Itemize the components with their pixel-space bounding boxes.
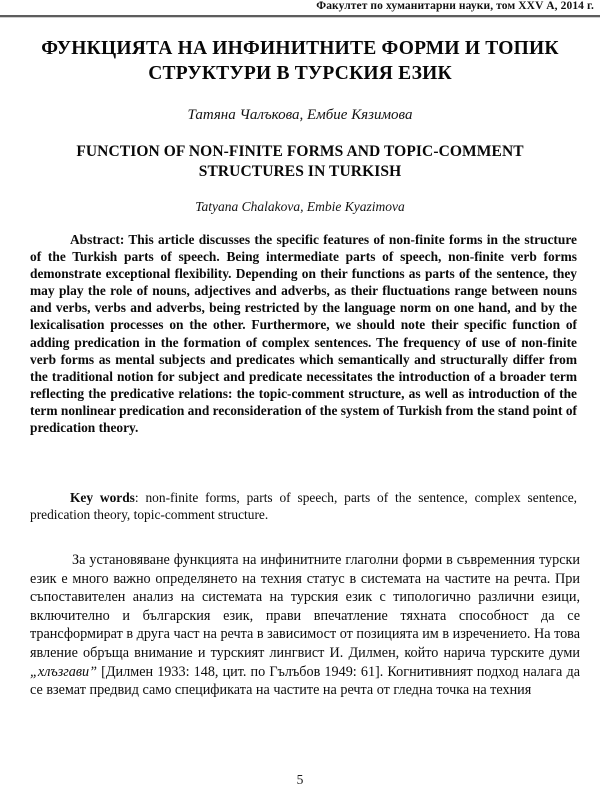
authors-english: Tatyana Chalakova, Embie Kyazimova (195, 199, 405, 214)
page-title-english: FUNCTION OF NON-FINITE FORMS AND TOPIC-COMMENT STRUCTURES IN TURKISH (76, 143, 524, 180)
header-rule (0, 15, 600, 18)
abstract-separator: : (119, 232, 129, 247)
page-number: 5 (296, 772, 304, 787)
abstract-text: This article discusses the specific features of non-finite forms in the structure of the Turkish parts of speech. Being intermediate parts of speech, non-finite verb forms demonstrate exceptional flexibility. Depending on their functions as parts of the sentence, they may play the role of nouns, adjectives and adverbs, as their fluctuations range between nouns and verbs, verbs and adverbs, being restricted by the language norm on one hand, and by the lexicalisation processes on the other. Furthermore, we should note their specific function of adding predication in the formation of complex sentences. The frequency of use of non-finite verb forms as mental subjects and predicates which semantically and structurally differ from the traditional notion for subject and predicate necessitates the introduction of a broader term reflecting the predicative relations: the topic-comment structure, as well as introduction of the term nonlinear predication and reconsideration of the system of Turkish from the stand point of predication theory. (30, 232, 577, 436)
authors-bulgarian: Татяна Чалъкова, Ембие Кязимова (187, 107, 413, 123)
quoted-term: „хлъзгави” (30, 663, 98, 680)
keywords-label: Key words (70, 490, 135, 505)
body-paragraph (30, 551, 580, 700)
body-text-after-quote: [Дилмен 1933: 148, цит. по Гълъбов 1949: 61]. Когнитивният подход налага да се вземат предвид само спецификата на частите на речта от гледна точка на техния (30, 663, 580, 699)
keywords-text: non-finite forms, parts of speech, parts of the sentence, complex sentence, predication theory, topic-comment structure. (30, 490, 577, 523)
abstract-paragraph (30, 231, 577, 436)
keywords-paragraph (30, 489, 577, 523)
keywords-separator: : (134, 490, 146, 505)
page-title-bulgarian: ФУНКЦИЯТА НА ИНФИНИТНИТЕ ФОРМИ И ТОПИК СТРУКТУРИ В ТУРСКИЯ ЕЗИК (41, 38, 559, 84)
abstract-label: Abstract (70, 232, 120, 247)
running-header: Факултет по хуманитарни науки, том XXV А, 2014 г. (316, 0, 594, 12)
body-text-before-quote: За установяване функцията на инфинитните глаголни форми в съвременния турски език е много важно определянето на техния статус в системата на частите на речта. При съпоставителен анализ на системата на турския език с типологично различни езици, включително и българския език, прави впечатление тяхната способност да се трансформират в друга част на речта в зависимост от позицията им в изречението. На това явление обръща внимание и турският лингвист И. Дилмен, който нарича турските думи (30, 552, 580, 661)
